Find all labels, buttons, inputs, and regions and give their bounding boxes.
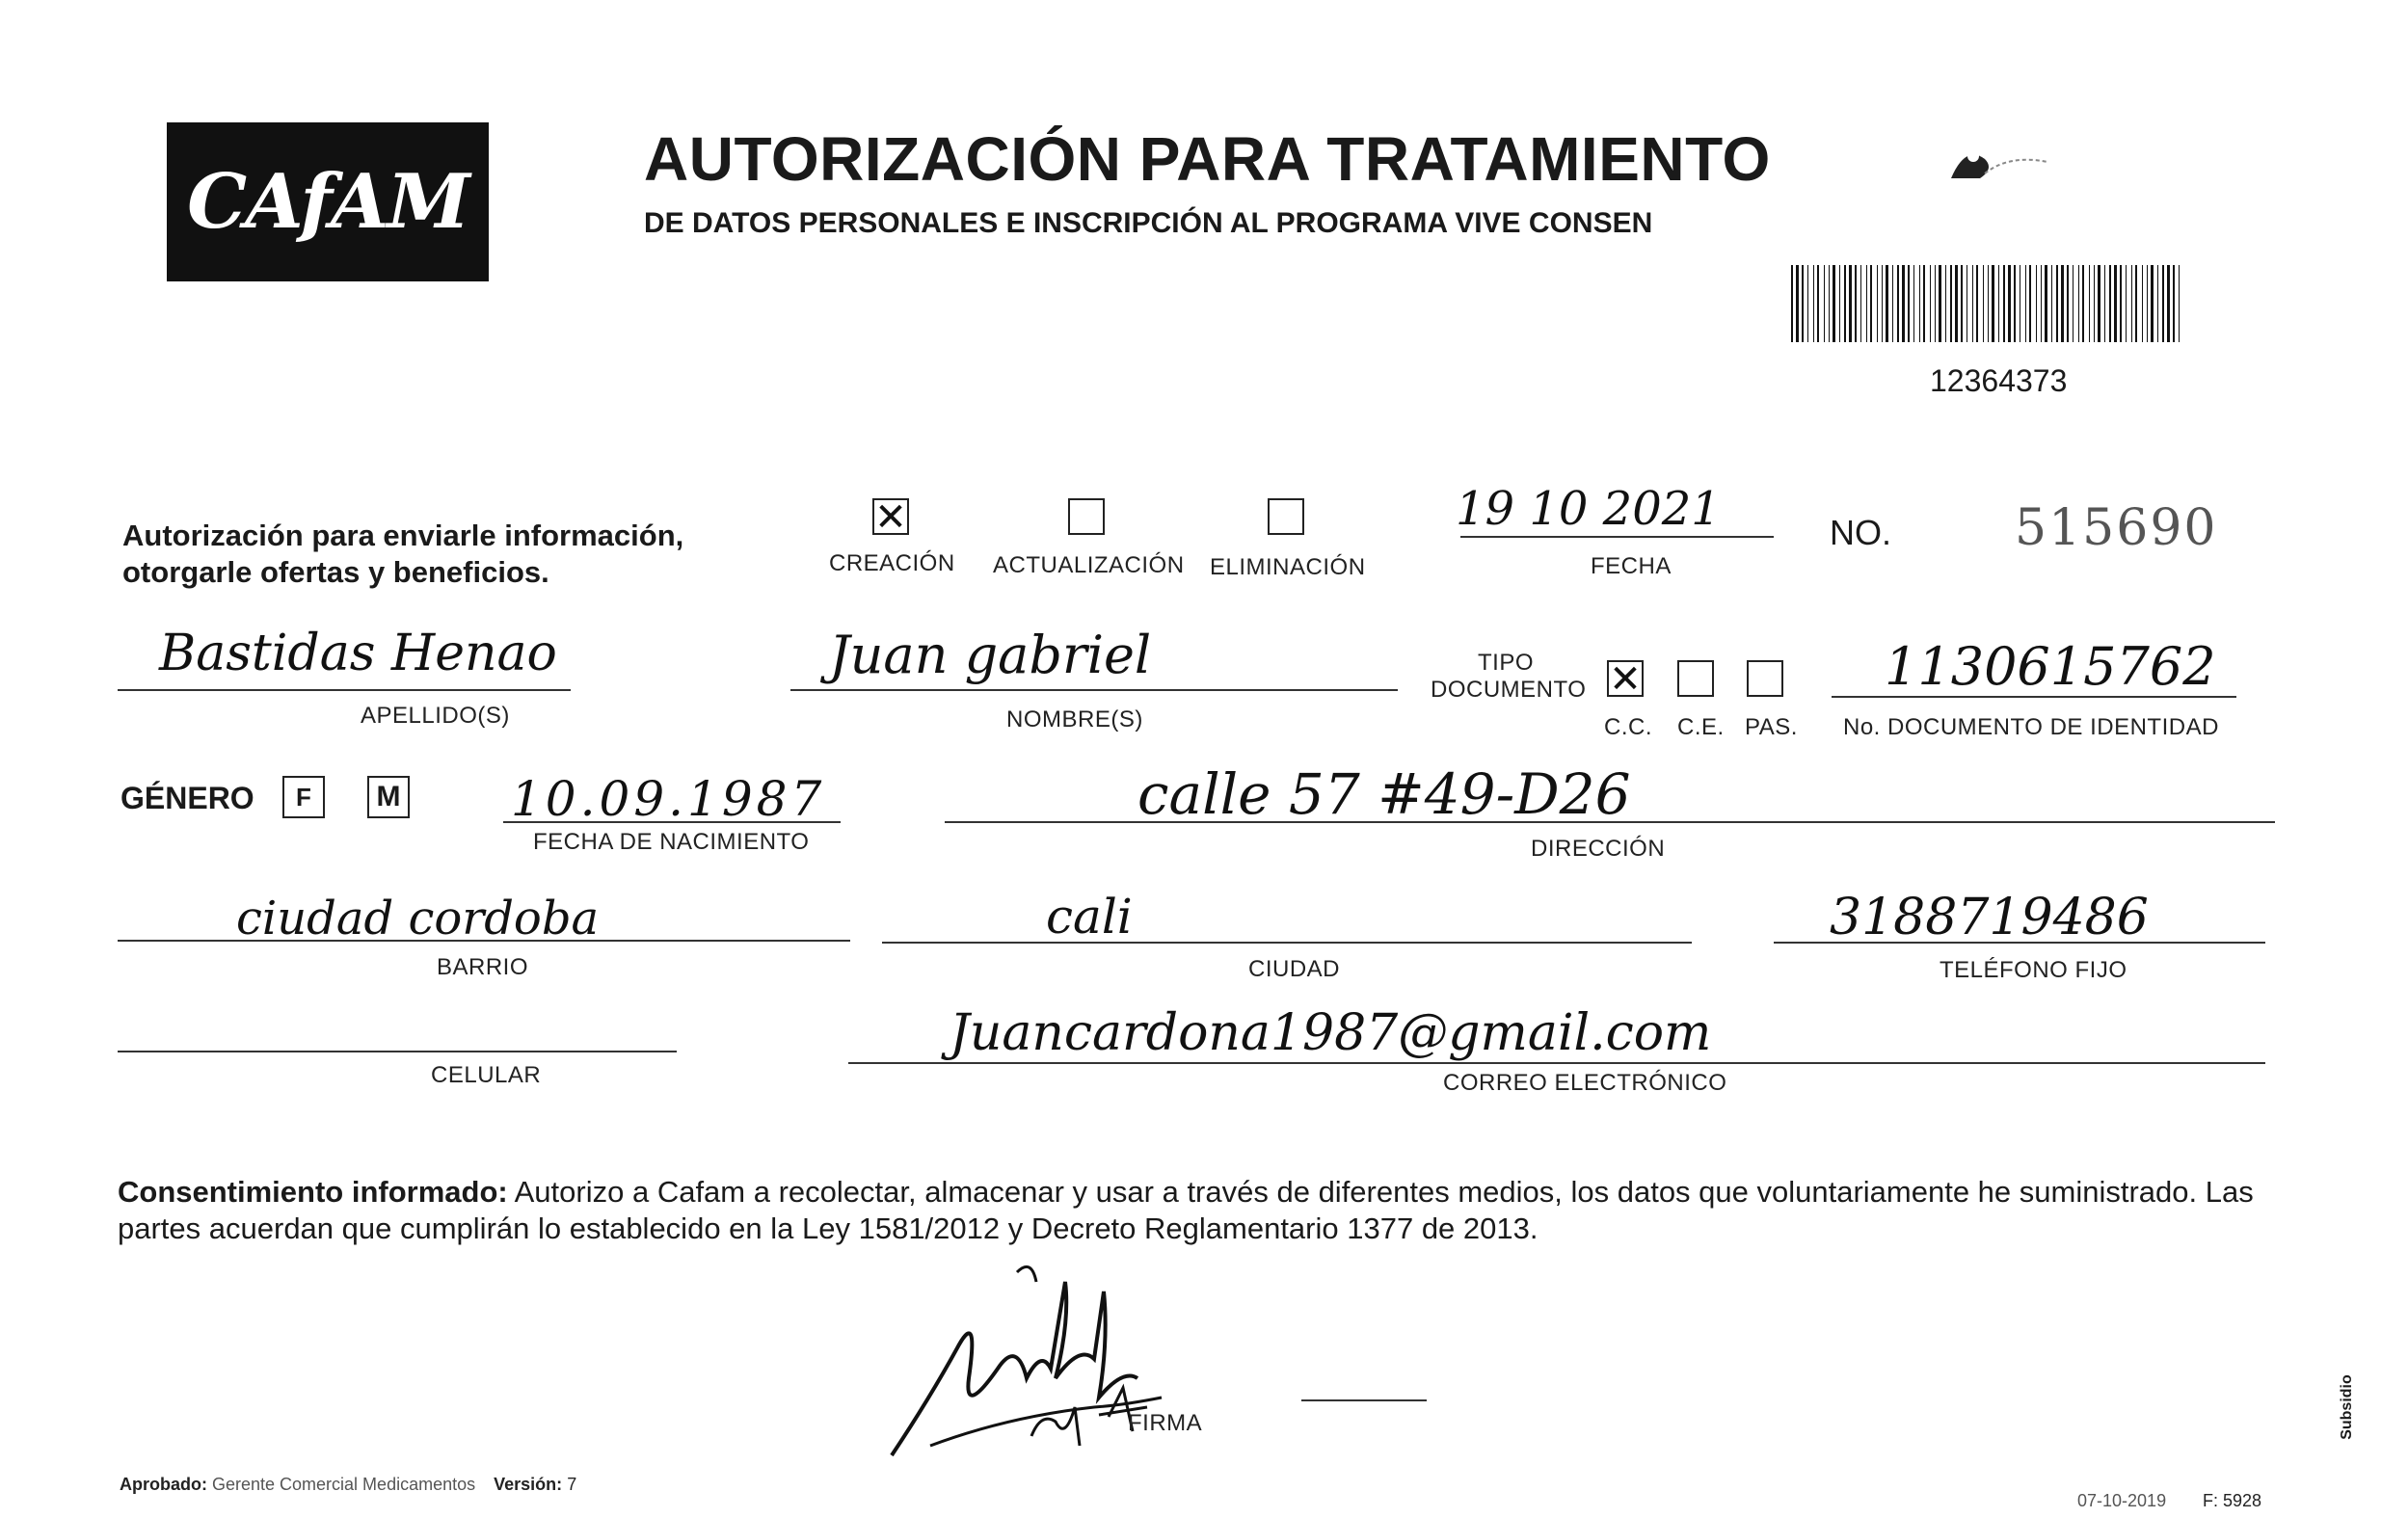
doc-type-label-line1: TIPO (1478, 650, 1535, 676)
email-label: CORREO ELECTRÓNICO (1443, 1070, 1727, 1096)
doc-type-label-line2: DOCUMENTO (1431, 677, 1587, 703)
barcode-bar (1870, 265, 1872, 342)
barcode-bar (2109, 265, 2111, 342)
barcode-bar (1897, 265, 1899, 342)
barcode-bar (1817, 265, 1819, 342)
barcode-bar (2067, 265, 2069, 342)
barcode-bar (1935, 265, 1936, 342)
barcode-bar (1824, 265, 1825, 342)
barcode-bar (1976, 265, 1978, 342)
doc-number-value: 1130615762 (1885, 636, 2216, 697)
signature-label: FIRMA (1128, 1410, 1203, 1436)
ce-label: C.E. (1677, 714, 1725, 740)
creacion-label: CREACIÓN (829, 550, 955, 576)
barcode-bar (2142, 265, 2143, 342)
barcode-bar (2089, 265, 2090, 342)
name-label: NOMBRE(S) (1006, 706, 1143, 732)
phone-line (1774, 942, 2265, 944)
eliminacion-label: ELIMINACIÓN (1210, 554, 1366, 580)
barcode-bar (1833, 265, 1835, 342)
phone-value: 3188719486 (1830, 889, 2149, 946)
barcode-bar (2056, 265, 2058, 342)
barcode-bar (1923, 265, 1925, 342)
authorization-label (122, 518, 683, 591)
version-value: 7 (567, 1475, 577, 1494)
city-line (882, 942, 1692, 944)
barcode-number: 12364373 (1930, 363, 2068, 398)
barcode-bar (2073, 265, 2074, 342)
barcode-bar (1945, 265, 1946, 342)
barcode-bar (2008, 265, 2011, 342)
eliminacion-checkbox[interactable] (1268, 498, 1304, 535)
barcode-bar (1913, 265, 1914, 342)
barcode-bar (2126, 265, 2127, 342)
barcode-bar (2120, 265, 2122, 342)
authorization-label-line2: otorgarle ofertas y beneficios. (122, 555, 549, 589)
doc-number-line (1832, 696, 2236, 698)
barcode-bar (1791, 265, 1793, 342)
barcode-bar (1849, 265, 1852, 342)
barcode-bar (1829, 265, 1830, 342)
form-number: 515690 (2015, 499, 2218, 557)
gender-f-checkbox[interactable]: F (282, 776, 325, 818)
barcode-bar (2003, 265, 2005, 342)
surname-label: APELLIDO(S) (361, 703, 510, 729)
barcode-bar (1807, 265, 1808, 342)
barcode-bar (2078, 265, 2079, 342)
logo-text: CAfAM (187, 158, 468, 246)
cafam-logo (167, 122, 489, 281)
authorization-label-line1: Autorización para enviarle información, (122, 519, 684, 552)
pas-checkbox[interactable] (1747, 660, 1783, 697)
version-label: Versión: (494, 1475, 563, 1494)
name-value: Juan gabriel (829, 625, 1152, 685)
form-title: AUTORIZACIÓN PARA TRATAMIENTO (644, 124, 1771, 194)
barcode-bar (1930, 265, 1931, 342)
barcode-bar (2104, 265, 2105, 342)
barcode-bar (2151, 265, 2154, 342)
consent-paragraph (118, 1174, 2258, 1247)
barcode-bar (2094, 265, 2095, 342)
city-label: CIUDAD (1248, 956, 1341, 982)
barcode-bar (1892, 265, 1893, 342)
barcode-bar (1919, 265, 1920, 342)
barcode-bar (2029, 265, 2031, 342)
creacion-checkbox[interactable]: ✕ (872, 498, 909, 535)
barcode-bar (1802, 265, 1804, 342)
birth-date-line (503, 821, 841, 823)
consent-lead: Consentimiento informado: (118, 1175, 508, 1209)
signature-image (872, 1253, 1191, 1475)
email-value: Juancardona1987@gmail.com (950, 1004, 1712, 1062)
barcode-bar (2051, 265, 2052, 342)
address-value: calle 57 #49-D26 (1137, 761, 1631, 827)
city-value: cali (1046, 889, 1133, 945)
barrio-value: ciudad cordoba (236, 892, 600, 945)
ce-checkbox[interactable] (1677, 660, 1714, 697)
barcode-bar (1839, 265, 1840, 342)
gender-label: GÉNERO (120, 781, 254, 815)
pas-label: PAS. (1745, 714, 1798, 740)
barcode-bar (2114, 265, 2117, 342)
date-value: 19 10 2021 (1456, 482, 1721, 536)
approved-label: Aprobado: (120, 1475, 207, 1494)
approved-value: Gerente Comercial Medicamentos (212, 1475, 476, 1494)
footer-date: 07-10-2019 (2077, 1491, 2167, 1510)
side-mark (2333, 1296, 2362, 1518)
barcode-bar (2162, 265, 2164, 342)
barcode (1791, 265, 2186, 342)
barcode-bar (1972, 265, 1973, 342)
barcode-bar (2098, 265, 2100, 342)
barcode-bar (2025, 265, 2026, 342)
barcode-bar (1796, 265, 1799, 342)
barcode-bar (2041, 265, 2042, 342)
barcode-bar (1992, 265, 1994, 342)
signature-line (1301, 1399, 1427, 1401)
barcode-bar (2131, 265, 2132, 342)
surname-line (118, 689, 571, 691)
barcode-bar (1988, 265, 1989, 342)
address-line (945, 821, 2275, 823)
barcode-bar (1877, 265, 1878, 342)
cc-checkbox[interactable]: ✕ (1607, 660, 1644, 697)
barcode-bar (2173, 265, 2175, 342)
barcode-bar (2167, 265, 2170, 342)
barcode-bar (1813, 265, 1814, 342)
barcode-bar (1860, 265, 1861, 342)
gender-m-checkbox[interactable]: M (367, 776, 410, 818)
footer-approved (120, 1475, 576, 1495)
form-subtitle: DE DATOS PERSONALES E INSCRIPCIÓN AL PROGRAMA VIVE CONSEN (644, 207, 1653, 239)
barrio-label: BARRIO (437, 954, 529, 980)
mobile-line (118, 1051, 677, 1052)
doc-number-label: No. DOCUMENTO DE IDENTIDAD (1843, 714, 2219, 740)
date-label: FECHA (1591, 553, 1672, 579)
actualizacion-checkbox[interactable] (1068, 498, 1105, 535)
barcode-bar (2157, 265, 2158, 342)
barcode-bar (1902, 265, 1905, 342)
birth-date-value: 10.09.1987 (511, 771, 826, 827)
barcode-bar (1950, 265, 1952, 342)
barcode-bar (2036, 265, 2037, 342)
consent-text: Autorizo a Cafam a recolectar, almacenar y usar a través de diferentes medios, los datos que voluntariamente he suministrado. Las partes acuerdan que cumplirán lo establecido en la Ley 1581/2012 y Decreto Reglamentario 1377 de 2013. (118, 1175, 2254, 1245)
barcode-bar (1961, 265, 1963, 342)
email-line (848, 1062, 2265, 1064)
barcode-bar (2061, 265, 2064, 342)
barcode-bar (1998, 265, 1999, 342)
barcode-bar (1855, 265, 1857, 342)
barcode-bar (2014, 265, 2016, 342)
barcode-bar (1983, 265, 1984, 342)
side-text: Subsidio (2339, 1374, 2355, 1440)
phone-label: TELÉFONO FIJO (1940, 957, 2127, 983)
actualizacion-label: ACTUALIZACIÓN (993, 552, 1185, 578)
barcode-bar (1955, 265, 1958, 342)
stamp-emblem-icon (1941, 135, 2057, 193)
footer-form-code: F: 5928 (2203, 1491, 2262, 1510)
barcode-bar (1882, 265, 1883, 342)
barcode-bar (2082, 265, 2084, 342)
barcode-bar (2045, 265, 2047, 342)
name-line (790, 689, 1398, 691)
surname-value: Bastidas Henao (159, 625, 557, 682)
mobile-label: CELULAR (431, 1062, 542, 1088)
address-label: DIRECCIÓN (1531, 836, 1666, 862)
number-label: NO. (1830, 513, 1892, 552)
barcode-bar (1939, 265, 1941, 342)
barcode-bar (2179, 265, 2180, 342)
date-line (1460, 536, 1774, 538)
barcode-bar (2135, 265, 2137, 342)
barcode-bar (1866, 265, 1867, 342)
barcode-bar (1844, 265, 1846, 342)
birth-date-label: FECHA DE NACIMIENTO (533, 829, 810, 855)
barrio-line (118, 940, 850, 942)
barcode-bar (2147, 265, 2148, 342)
barcode-bar (1886, 265, 1888, 342)
barcode-bar (1908, 265, 1910, 342)
cc-label: C.C. (1604, 714, 1652, 740)
